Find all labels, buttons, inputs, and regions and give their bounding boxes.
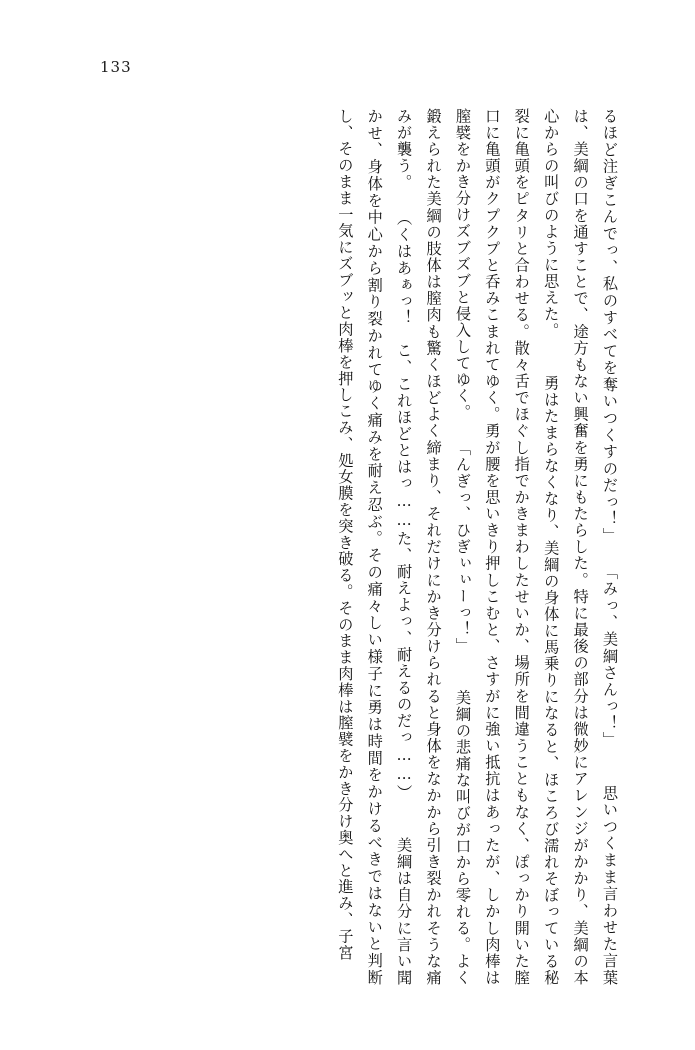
page-number: 133 <box>100 58 132 76</box>
page-body-text: るほど注ぎこんでっ、私のすべてを奪いつくすのだっ！」 「みっ、美綱さんっ！」 思いつくまま言わせた言葉は、美綱の口を通すことで、途方もない興奮を勇にもたらした。特に最後の部分は微妙にアレンジがかかり、美綱の本心からの叫びのように思えた。 勇はたまらなくなり、美綱の身体に馬乗りになると、ほころび濡れそぼっている秘裂に亀頭をピタリと合わせる。散々舌でほぐし指でかきまわしたせいか、場所を間違うこともなく、ぽっかり開いた膣口に亀頭がクプクプと呑みこまれてゆく。勇が腰を思いきり押しこむと、さすがに強い抵抗はあったが、しかし肉棒は膣襞をかき分けズブズブと侵入してゆく。 「んぎっ、ひぎぃぃーっ！」 美綱の悲痛な叫びが口から零れる。よく鍛えられた美綱の肢体は膣肉も驚くほどよく締まり、それだけにかき分けられると身体をなかから引き裂かれそうな痛みが襲う。 （くはあぁっ！ こ、これほどとはっ……た、耐えよっ、耐えるのだっ……） 美綱は自分に言い聞かせ、身体を中心から割り裂かれてゆく痛みを耐え忍ぶ。その痛々しい様子に勇は時間をかけるべきではないと判断し、そのまま一気にズブッと肉棒を押しこみ、処女膜を突き破る。そのまま肉棒は膣襞をかき分け奥へと進み、子宮 <box>336 108 619 986</box>
